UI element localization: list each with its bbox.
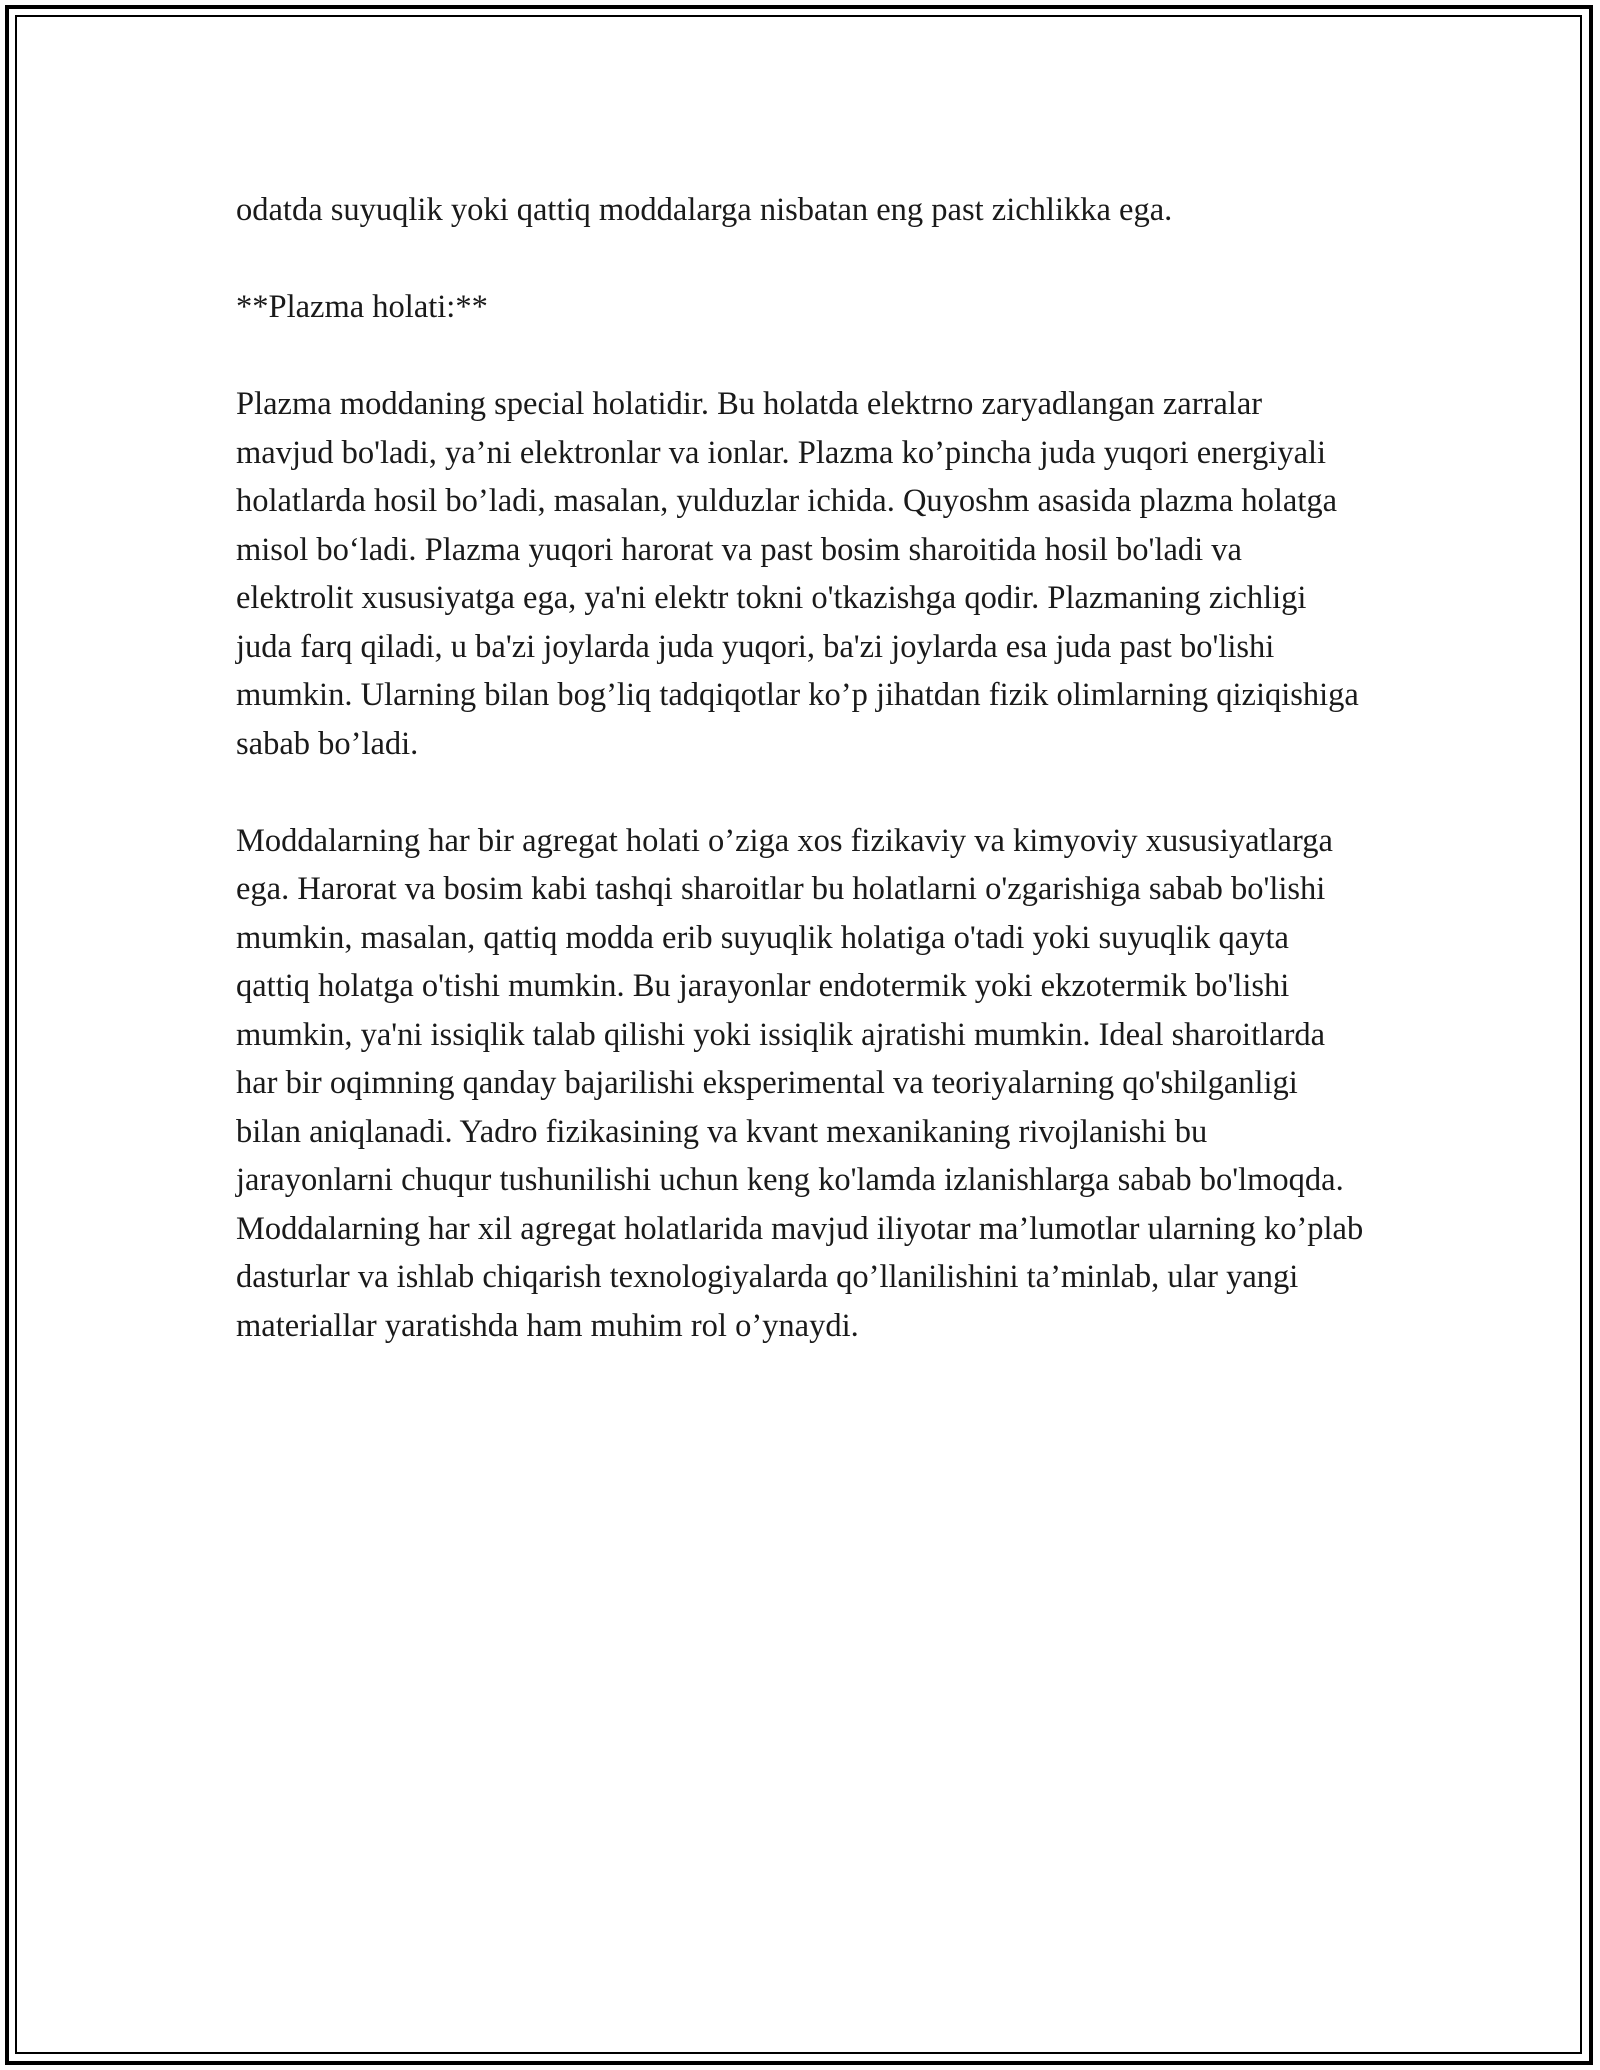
- paragraph-gas-continuation: odatda suyuqlik yoki qattiq moddalarga nisbatan eng past zichlikka ega.: [236, 192, 1173, 228]
- paragraph-plasma: Plazma moddaning special holatidir. Bu holatda elektrno zaryadlangan zarralar mavjud bo'ladi, ya’ni elektronlar va ionlar. Plazma ko’pincha juda yuqori energiyali holatlarda hosil bo’ladi, masalan, yulduzlar ichida. Quyoshm asasida plazma holatga misol bo‘ladi. Plazma yuqori harorat va past bosim sharoitida hosil bo'ladi va elektrolit xususiyatga ega, ya'ni elektr tokni o'tkazishga qodir. Plazmaning zichligi juda farq qiladi, u ba'zi joylarda juda yuqori, ba'zi joylarda esa juda past bo'lishi mumkin. Ularning bilan bog’liq tadqiqotlar ko’p jihatdan fizik olimlarning qiziqishiga sabab bo’ladi.: [236, 386, 1359, 762]
- paragraph-states-summary: Moddalarning har bir agregat holati o’ziga xos fizikaviy va kimyoviy xususiyatlarga ega. Harorat va bosim kabi tashqi sharoitlar bu holatlarni o'zgarishiga sabab bo'lishi mumkin, masalan, qattiq modda erib suyuqlik holatiga o'tadi yoki suyuqlik qayta qattiq holatga o'tishi mumkin. Bu jarayonlar endotermik yoki ekzotermik bo'lishi mumkin, ya'ni issiqlik talab qilishi yoki issiqlik ajratishi mumkin. Ideal sharoitlarda har bir oqimning qanday bajarilishi eksperimental va teoriyalarning qo'shilganligi bilan aniqlanadi. Yadro fizikasining va kvant mexanikaning rivojlanishi bu jarayonlarni chuqur tushunilishi uchun keng ko'lamda izlanishlarga sabab bo'lmoqda. Moddalarning har xil agregat holatlarida mavjud iliyotar ma’lumotlar ularning ko’plab dasturlar va ishlab chiqarish texnologiyalarda qo’llanilishini ta’minlab, ular yangi materiallar yaratishda ham muhim rol o’ynaydi.: [236, 822, 1364, 1344]
- section-heading-plasma: **Plazma holati:**: [236, 289, 488, 325]
- document-body: [236, 186, 1366, 1399]
